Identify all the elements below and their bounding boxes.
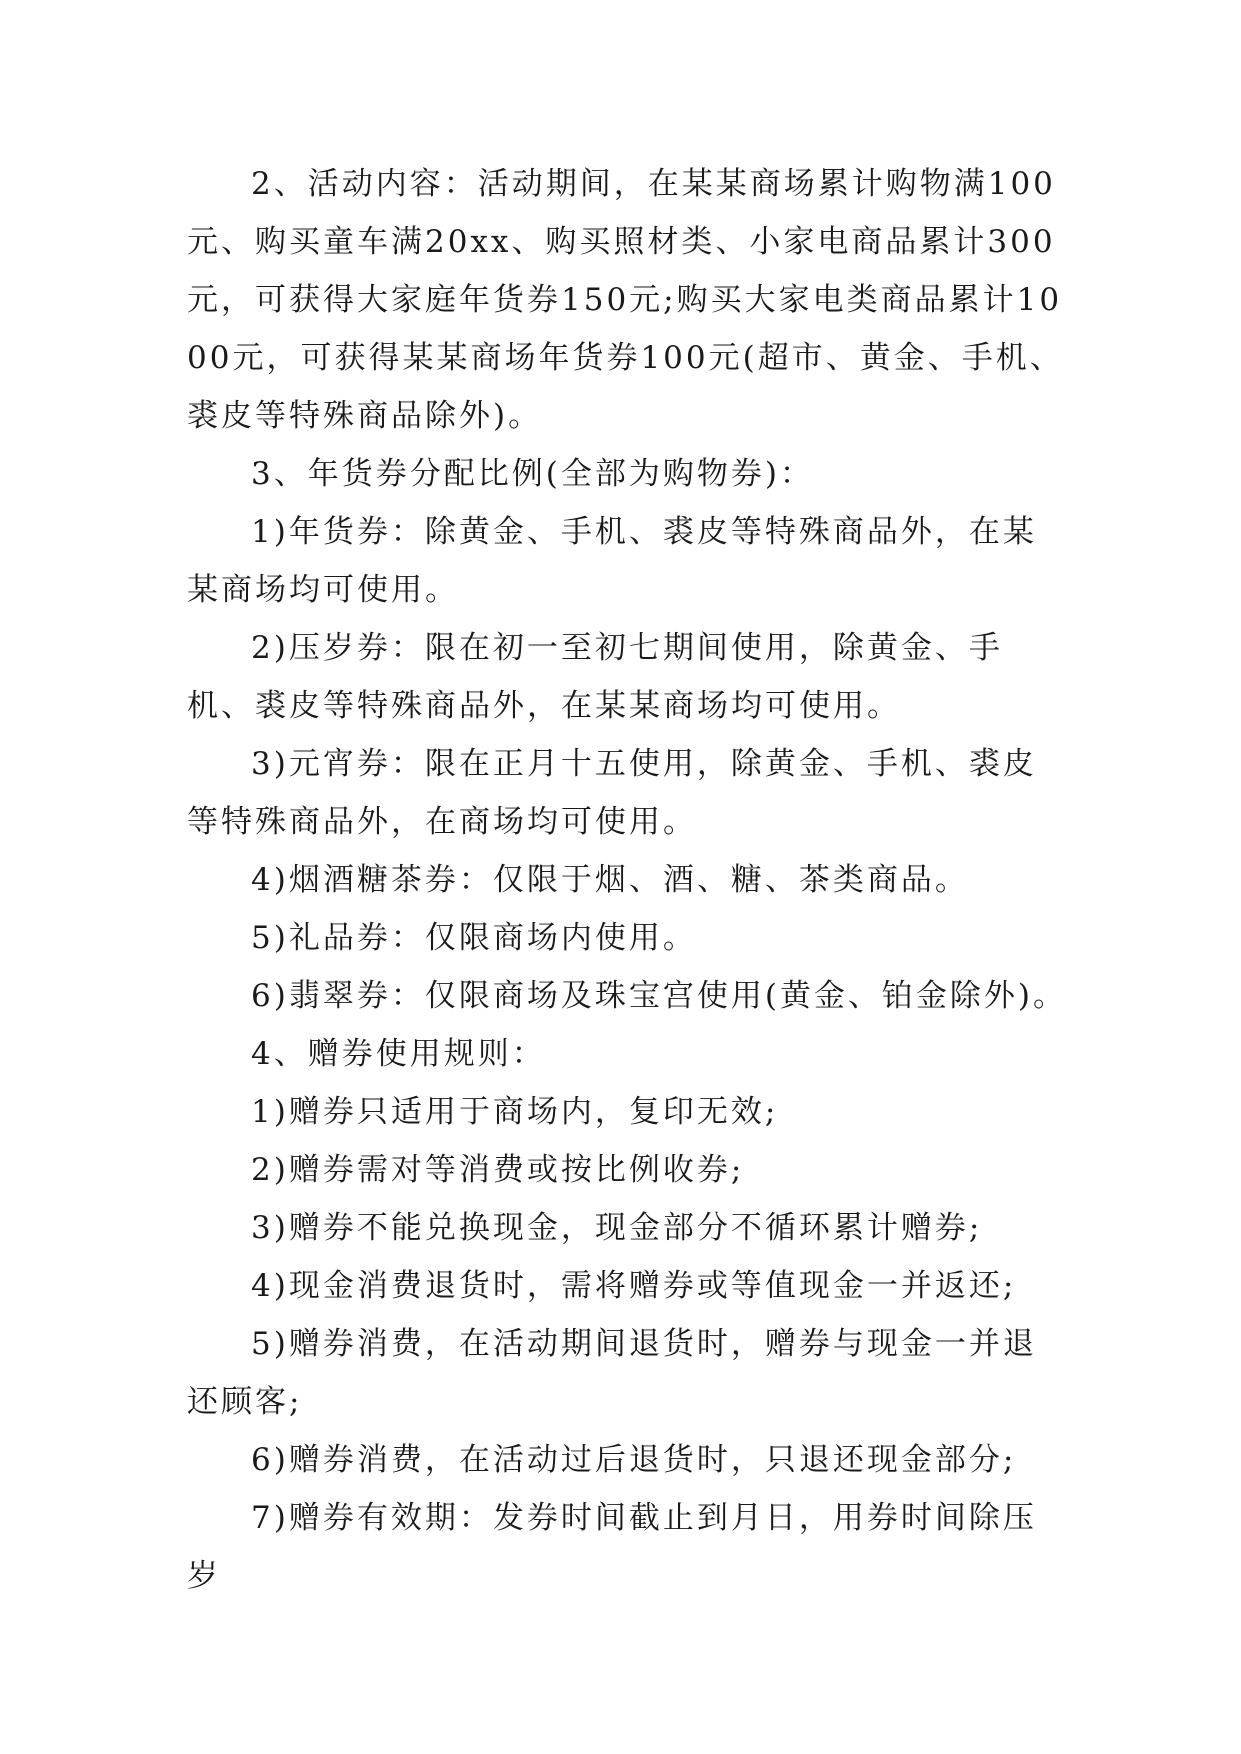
paragraph-activity-content: 2、活动内容：活动期间，在某某商场累计购物满100元、购买童车满20xx、购买照材类、小家电商品累计300元，可获得大家庭年货券150元;购买大家电类商品累计1000元，可获得某某商场年货券100元(超市、黄金、手机、裘皮等特殊商品除外)。 [187,166,1064,434]
document-body [187,155,1067,1605]
paragraph-rule-7: 7)赠券有效期：发券时间截止到月日，用券时间除压岁 [187,1500,1037,1594]
paragraph-voucher-rules-heading: 4、赠券使用规则： [251,1036,546,1072]
paragraph-lantern-voucher: 3)元宵券：限在正月十五使用，除黄金、手机、裘皮等特殊商品外，在商场均可使用。 [187,746,1037,840]
paragraph-rule-5: 5)赠券消费，在活动期间退货时，赠券与现金一并退还顾客; [187,1326,1037,1420]
paragraph-lucky-money-voucher: 2)压岁券：限在初一至初七期间使用，除黄金、手机、裘皮等特殊商品外，在某某商场均可使用。 [187,630,1003,724]
paragraph-rule-2: 2)赠券需对等消费或按比例收券; [251,1152,745,1188]
paragraph-voucher-ratio-heading: 3、年货券分配比例(全部为购物券)： [251,456,814,492]
paragraph-rule-4: 4)现金消费退货时，需将赠券或等值现金一并返还; [251,1268,1017,1304]
paragraph-gift-voucher: 5)礼品券：仅限商场内使用。 [251,920,697,956]
paragraph-tobacco-wine-voucher: 4)烟酒糖茶券：仅限于烟、酒、糖、茶类商品。 [251,862,969,898]
paragraph-jade-voucher: 6)翡翠券：仅限商场及珠宝宫使用(黄金、铂金除外)。 [251,978,1068,1014]
paragraph-new-year-voucher: 1)年货券：除黄金、手机、裘皮等特殊商品外，在某某商场均可使用。 [187,514,1037,608]
paragraph-rule-3: 3)赠券不能兑换现金，现金部分不循环累计赠券; [251,1210,983,1246]
paragraph-rule-1: 1)赠券只适用于商场内，复印无效; [251,1094,779,1130]
paragraph-rule-6: 6)赠券消费，在活动过后退货时，只退还现金部分; [251,1442,1017,1478]
